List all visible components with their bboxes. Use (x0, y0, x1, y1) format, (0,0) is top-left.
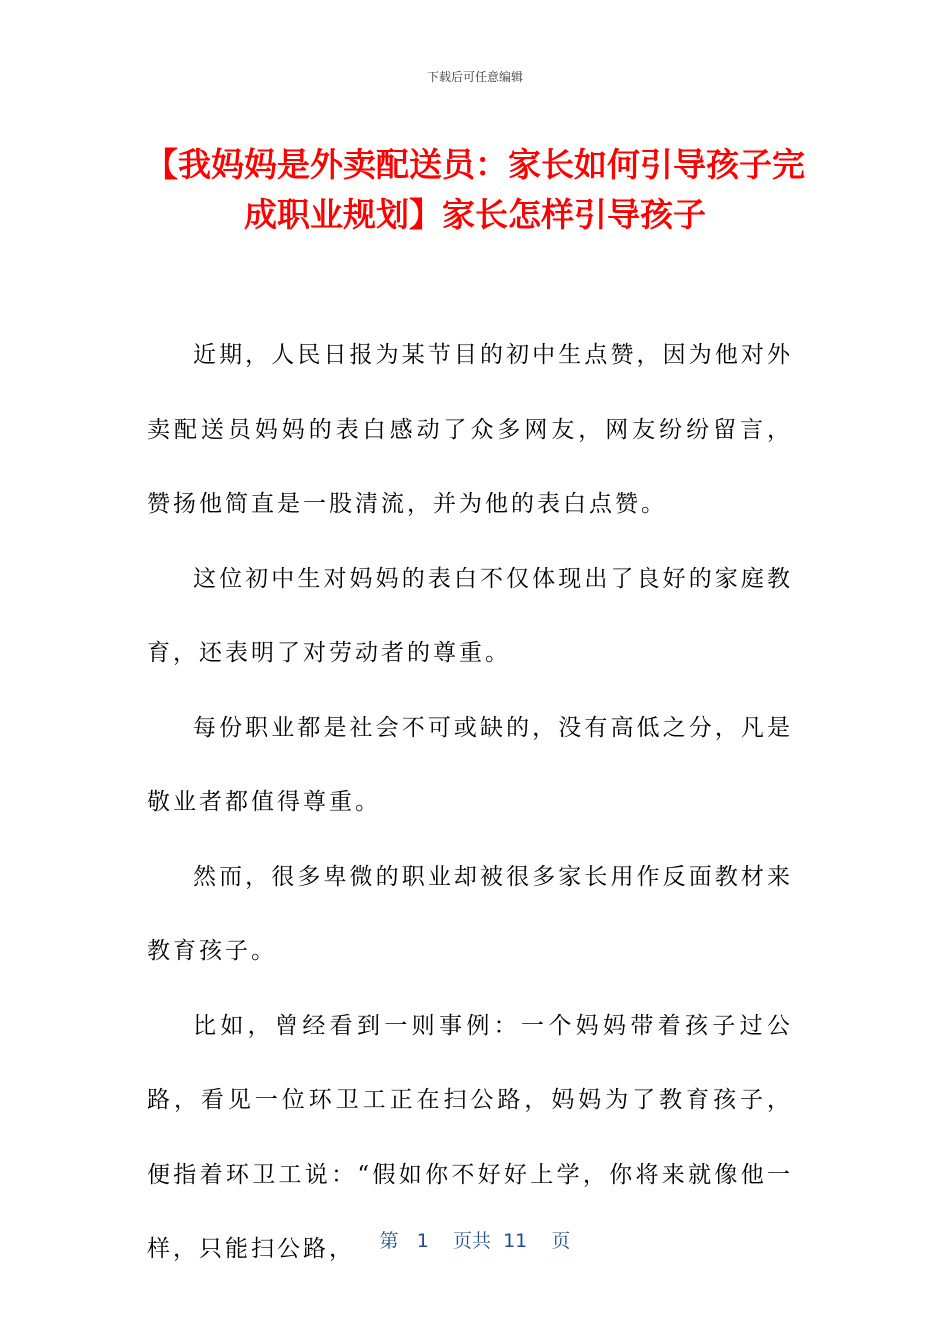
footer-total-pages: 11 (503, 1230, 528, 1252)
page-footer (0, 1226, 950, 1253)
paragraph: 每份职业都是社会不可或缺的，没有高低之分，凡是敬业者都值得尊重。 (147, 714, 793, 815)
footer-prefix: 第 (379, 1230, 399, 1252)
header-note: 下载后可任意编辑 (426, 70, 523, 84)
footer-middle: 页共 (452, 1230, 491, 1252)
paragraph: 然而，很多卑微的职业却被很多家长用作反面教材来教育孩子。 (147, 863, 793, 964)
paragraph: 这位初中生对妈妈的表白不仅体现出了良好的家庭教育，还表明了对劳动者的尊重。 (147, 565, 793, 666)
document-title: 【我妈妈是外卖配送员：家长如何引导孩子完成职业规划】家长怎样引导孩子 (145, 145, 805, 234)
footer-suffix: 页 (551, 1230, 571, 1252)
footer-current-page: 1 (416, 1230, 429, 1252)
paragraph: 近期，人民日报为某节目的初中生点赞，因为他对外卖配送员妈妈的表白感动了众多网友，网友纷纷留言，赞扬他简直是一股清流，并为他的表白点赞。 (147, 342, 793, 517)
paragraph: 比如，曾经看到一则事例：一个妈妈带着孩子过公路，看见一位环卫工正在扫公路，妈妈为了教育孩子，便指着环卫工说：“假如你不好好上学，你将来就像他一样，只能扫公路， (147, 1012, 793, 1262)
document-body (147, 318, 793, 1287)
